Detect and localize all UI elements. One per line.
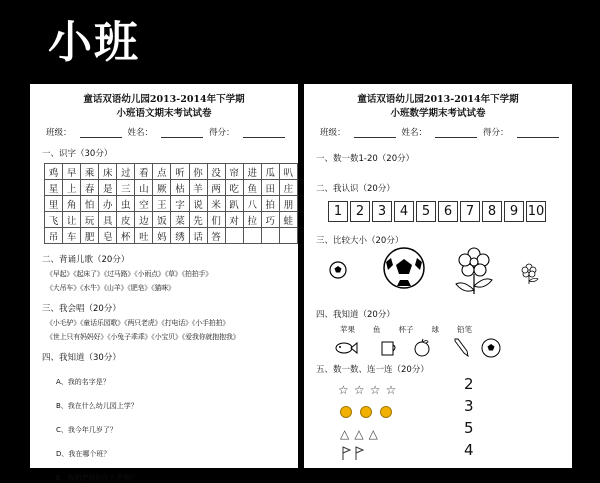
class-label: 班级： — [46, 128, 72, 138]
grid-cell: 话 — [189, 228, 207, 244]
math-title-line2: 小班数学期末考试试卷 — [390, 108, 486, 119]
chinese-title-line2: 小班语文期末考试试卷 — [116, 108, 212, 119]
grid-cell: 帘 — [225, 164, 243, 180]
small-ball-icon — [328, 260, 348, 280]
item-apple-label: 苹果 — [340, 325, 355, 334]
score-label: 得分： — [483, 128, 509, 138]
grid-cell: 字 — [171, 196, 189, 212]
number-box: 9 — [504, 201, 524, 222]
ball-icon — [480, 337, 502, 359]
grid-cell: 羊 — [189, 180, 207, 196]
small-flower-icon — [518, 262, 542, 286]
grid-cell: 怕 — [81, 196, 99, 212]
match-number-2: 2 — [464, 375, 474, 393]
grid-cell: 巧 — [261, 212, 279, 228]
score-blank — [517, 128, 559, 138]
grid-cell: 杯 — [117, 228, 135, 244]
grid-cell — [243, 228, 261, 244]
compare-size-images — [304, 246, 572, 306]
number-boxes — [328, 201, 572, 222]
math-title-line1: 童话双语幼儿园2013-2014年下学期 — [357, 94, 519, 105]
cup-icon — [380, 339, 398, 357]
fish-icon — [334, 341, 358, 355]
big-ball-icon — [382, 246, 426, 290]
number-box: 10 — [526, 201, 546, 222]
stars-row — [338, 379, 396, 398]
grid-cell: 角 — [63, 196, 81, 212]
grid-cell: 床 — [99, 164, 117, 180]
grid-cell: 边 — [135, 212, 153, 228]
grid-cell: 八 — [243, 196, 261, 212]
grid-cell: 田 — [261, 180, 279, 196]
name-label: 姓名： — [401, 128, 428, 138]
question-a: A、我的名字是？ — [56, 378, 110, 386]
star-icon: ☆ — [385, 383, 397, 397]
character-grid — [44, 163, 298, 244]
number-box: 8 — [482, 201, 502, 222]
grid-cell: 进 — [243, 164, 261, 180]
sing-line-2: 《世上只有妈妈好》《小兔子乖乖》《小宝贝》《爱我你就抱抱我》 — [46, 333, 240, 341]
grid-cell: 办 — [99, 196, 117, 212]
chinese-section-3: 三、我会唱（20分） — [42, 304, 121, 314]
math-section-3: 三、比较大小（20分） — [316, 236, 404, 246]
grid-cell — [225, 228, 243, 244]
grid-cell: 具 — [99, 212, 117, 228]
grid-cell: 妈 — [153, 228, 171, 244]
grid-cell: 拍 — [261, 196, 279, 212]
grid-cell: 两 — [207, 180, 225, 196]
item-fish-label: 鱼 — [373, 325, 381, 334]
grid-cell: 是 — [99, 180, 117, 196]
grid-cell: 玩 — [81, 212, 99, 228]
math-section-2: 二、我认识（20分） — [316, 184, 395, 194]
grid-cell: 没 — [207, 164, 225, 180]
flags-row — [340, 445, 370, 465]
grid-cell — [261, 228, 279, 244]
grid-cell: 瓜 — [261, 164, 279, 180]
grid-cell: 上 — [63, 180, 81, 196]
grid-cell: 山 — [135, 180, 153, 196]
grid-cell: 鱼 — [243, 180, 261, 196]
number-box: 5 — [416, 201, 436, 222]
grid-cell: 说 — [189, 196, 207, 212]
question-b: B、我在什么幼儿园上学？ — [56, 402, 138, 410]
item-images — [304, 335, 572, 361]
grid-cell — [279, 228, 297, 244]
math-info-row — [320, 126, 572, 138]
question-c: C、我今年几岁了？ — [56, 426, 117, 434]
grid-cell: 菜 — [171, 212, 189, 228]
match-number-5: 5 — [464, 419, 474, 437]
smileys-row — [340, 403, 395, 422]
grid-cell: 星 — [45, 180, 63, 196]
grid-cell: 春 — [81, 180, 99, 196]
math-exam-page — [304, 84, 572, 468]
grid-cell: 乘 — [81, 164, 99, 180]
grid-cell: 王 — [153, 196, 171, 212]
name-blank — [435, 128, 477, 138]
class-blank — [354, 128, 396, 138]
grid-cell: 虫 — [117, 196, 135, 212]
grid-cell: 飞 — [45, 212, 63, 228]
grid-cell: 里 — [45, 196, 63, 212]
grid-cell: 对 — [225, 212, 243, 228]
grid-cell: 绣 — [171, 228, 189, 244]
chinese-title-line1: 童话双语幼儿园2013-2014年下学期 — [83, 94, 245, 105]
grid-cell: 蛙 — [279, 212, 297, 228]
star-icon: ☆ — [338, 383, 349, 397]
item-pencil-label: 铅笔 — [457, 325, 472, 334]
number-box: 6 — [438, 201, 458, 222]
match-number-3: 3 — [464, 397, 474, 415]
songs-line-2: 《大吊车》《水牛》《山羊》《肥皂》《猫咪》 — [46, 284, 175, 292]
smiley-icon — [360, 406, 372, 418]
pencil-icon — [452, 337, 470, 357]
question-e: E、我的老师叫什么老师？ — [56, 474, 138, 482]
class-label: 班级： — [320, 128, 346, 138]
apple-icon — [412, 338, 432, 358]
grid-cell: 朋 — [279, 196, 297, 212]
math-section-5: 五、数一数、连一连（20分） — [316, 365, 429, 375]
match-number-4: 4 — [464, 441, 474, 459]
grid-cell: 吐 — [135, 228, 153, 244]
grid-cell: 枯 — [171, 180, 189, 196]
grid-cell: 饭 — [153, 212, 171, 228]
star-icon: ☆ — [369, 383, 381, 397]
number-box: 7 — [460, 201, 480, 222]
grid-cell: 听 — [171, 164, 189, 180]
grid-cell: 拉 — [243, 212, 261, 228]
grid-row — [45, 228, 298, 244]
grid-row — [45, 212, 298, 228]
grid-cell: 庄 — [279, 180, 297, 196]
chinese-section-2: 二、背诵儿歌（20分） — [42, 255, 130, 265]
grid-cell: 让 — [63, 212, 81, 228]
grid-cell: 叭 — [279, 164, 297, 180]
grid-cell: 答 — [207, 228, 225, 244]
grid-cell: 皂 — [99, 228, 117, 244]
grid-cell: 你 — [189, 164, 207, 180]
name-label: 姓名： — [127, 128, 154, 138]
chinese-section-4: 四、我知道（30分） — [42, 353, 121, 363]
question-d: D、我在哪个班？ — [56, 450, 111, 458]
grid-cell: 肥 — [81, 228, 99, 244]
class-blank — [80, 128, 122, 138]
grid-cell: 先 — [189, 212, 207, 228]
grid-row — [45, 180, 298, 196]
smiley-icon — [380, 406, 392, 418]
grid-cell: 看 — [135, 164, 153, 180]
score-blank — [243, 128, 285, 138]
matching-area — [304, 375, 572, 471]
grid-cell: 点 — [153, 164, 171, 180]
score-label: 得分： — [209, 128, 235, 138]
item-ball-label: 球 — [431, 325, 439, 334]
star-icon: ☆ — [353, 383, 365, 397]
grid-cell: 趴 — [225, 196, 243, 212]
grid-row — [45, 196, 298, 212]
grid-cell: 车 — [63, 228, 81, 244]
sing-line-1: 《小毛驴》《童话乐园歌》《两只老虎》《打电话》《小手拍拍》 — [46, 319, 230, 327]
grid-cell: 过 — [117, 164, 135, 180]
banner-title: 小班 — [48, 17, 140, 68]
grid-cell: 吊 — [45, 228, 63, 244]
triangle-icon: △ — [368, 427, 378, 441]
chinese-exam-page — [30, 84, 298, 482]
grid-cell: 三 — [117, 180, 135, 196]
grid-cell: 早 — [63, 164, 81, 180]
songs-line-1: 《早起》《起床了》《过马路》《小雨点》《草》《拍拍手》 — [46, 270, 213, 278]
item-labels — [340, 324, 572, 335]
chinese-section-1: 一、识字（30分） — [42, 149, 113, 159]
triangle-icon: △ — [340, 427, 350, 441]
grid-cell: 米 — [207, 196, 225, 212]
grid-cell: 空 — [135, 196, 153, 212]
grid-cell: 鸡 — [45, 164, 63, 180]
triangles-row — [340, 423, 378, 442]
math-section-1: 一、数一数1-20（20分） — [316, 154, 415, 164]
math-section-4: 四、我知道（20分） — [316, 310, 395, 320]
number-box: 2 — [350, 201, 370, 222]
grid-cell: 厥 — [153, 180, 171, 196]
big-flower-icon — [450, 246, 506, 296]
grid-cell: 皮 — [117, 212, 135, 228]
number-box: 3 — [372, 201, 392, 222]
flag-icon — [340, 445, 370, 461]
triangle-icon: △ — [354, 427, 364, 441]
grid-cell: 们 — [207, 212, 225, 228]
grid-row — [45, 164, 298, 180]
number-box: 4 — [394, 201, 414, 222]
name-blank — [161, 128, 203, 138]
smiley-icon — [340, 406, 352, 418]
number-box: 1 — [328, 201, 348, 222]
grid-cell: 吃 — [225, 180, 243, 196]
chinese-info-row — [46, 126, 298, 138]
item-cup-label: 杯子 — [398, 325, 414, 334]
